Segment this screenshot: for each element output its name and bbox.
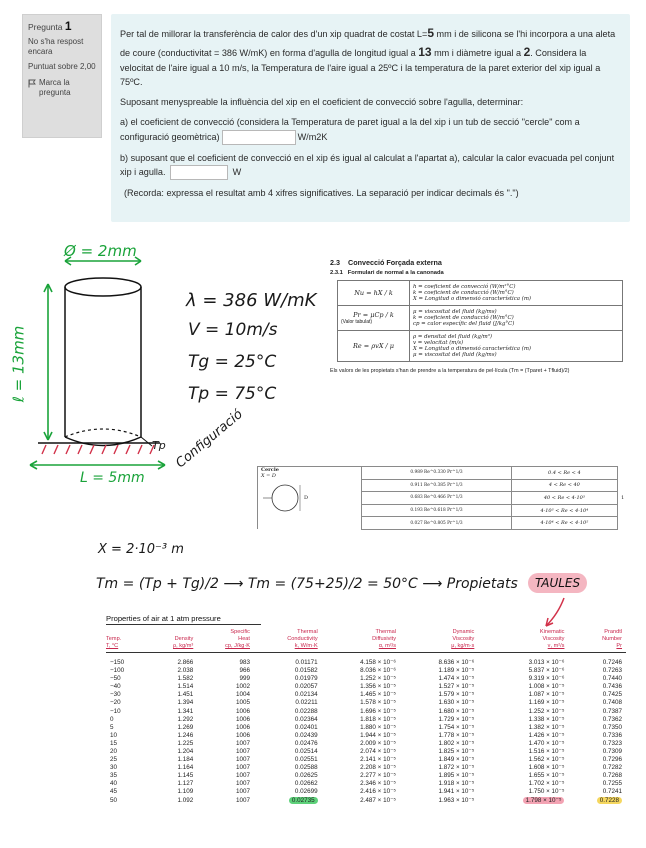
table-cell: −100: [110, 667, 125, 675]
table-row: [106, 699, 626, 707]
note-cell: [618, 517, 629, 530]
formula-reynolds: Re = ρvX / μ: [338, 331, 410, 362]
formula-row: [338, 331, 623, 362]
table-row: [106, 764, 626, 772]
table-cell: 1.474 × 10⁻⁵: [438, 675, 475, 683]
properties-table: [106, 629, 626, 805]
table-cell: 1.825 × 10⁻⁵: [438, 747, 475, 755]
table-cell: 1.394: [177, 699, 194, 707]
table-cell: 0.02057: [294, 683, 318, 691]
table-cell: 1.465 × 10⁻⁵: [360, 691, 397, 699]
table-row: [106, 740, 626, 748]
section-title: Convecció Forçada externa: [348, 258, 442, 267]
table-cell: 1007: [235, 772, 250, 780]
table-cell: 0.7436: [602, 683, 622, 691]
formula-table: [337, 280, 623, 362]
table-cell: 0.02625: [294, 772, 318, 780]
range-cell: 4 < Re < 40: [511, 479, 618, 492]
note-config: Configuració: [173, 406, 246, 472]
table-cell: 0.7282: [602, 764, 622, 772]
table-cell: 35: [110, 772, 118, 780]
table-cell: 1.880 × 10⁻⁵: [360, 723, 397, 731]
subsection-title: Formulari de normal a la canonada: [347, 270, 444, 276]
subsection-heading: [330, 270, 630, 276]
answer-a-input[interactable]: [222, 130, 296, 145]
table-cell: 1.246: [177, 731, 194, 739]
table-cell: 0.02662: [294, 780, 318, 788]
table-cell: 4.158 × 10⁻⁶: [360, 658, 397, 666]
table-cell: 1.169 × 10⁻⁵: [528, 699, 565, 707]
subsection-number: 2.3.1: [330, 270, 343, 276]
table-cell: 30: [110, 764, 118, 772]
table-row: [106, 683, 626, 691]
table-row: [106, 797, 626, 805]
formula-text: Pr = μCp / k: [353, 311, 394, 319]
correlation-cell: 0.193 Re^0.618 Pr^1/3: [362, 504, 511, 517]
highlighted-value: 1.798 × 10⁻⁵: [523, 797, 565, 804]
table-cell: 983: [239, 658, 250, 666]
question-number-value: 1: [64, 19, 72, 33]
table-cell: 1007: [235, 747, 250, 755]
note-tp: Tp = 75°C: [188, 384, 277, 404]
config-d-label: D: [304, 495, 309, 501]
header-line: Viscosity: [542, 635, 565, 642]
table-cell: 1.872 × 10⁻⁵: [438, 764, 475, 772]
table-cell: 15: [110, 739, 118, 747]
note-diameter: Ø = 2mm: [64, 242, 137, 260]
table-cell: 2.277 × 10⁻⁵: [360, 772, 397, 780]
table-cell: −20: [110, 699, 121, 707]
table-cell: 1.941 × 10⁻⁵: [438, 788, 475, 796]
header-line: Specific: [230, 629, 250, 635]
table-cell: 0.7323: [602, 739, 622, 747]
statement-part-2: mm i de silicona se l'hi incorpora a una aleta de coure (conductivitat = 386 W/mK) en forma d'agulla de longitud igual a: [120, 29, 616, 58]
header-line: Kinematic: [539, 629, 565, 635]
table-cell: 1007: [235, 796, 250, 804]
formula-desc: [410, 306, 623, 331]
table-cell: 2.416 × 10⁻⁵: [360, 788, 397, 796]
header-line: Pr: [616, 642, 622, 649]
circle-figure: [261, 481, 358, 515]
table-cell: 45: [110, 788, 118, 796]
table-cell: 0.02401: [294, 723, 318, 731]
column-header: [400, 629, 478, 652]
table-cell: 5.837 × 10⁻⁶: [528, 667, 565, 675]
table-cell: 0.7255: [602, 780, 622, 788]
section-heading: [330, 258, 630, 267]
table-row: [106, 780, 626, 788]
table-cell: 1006: [235, 731, 250, 739]
header-line: Temp.: [106, 635, 122, 642]
table-cell: 1.292: [177, 715, 194, 723]
table-cell: 10: [110, 731, 118, 739]
formula-row: [338, 281, 623, 306]
table-cell: 0.7425: [602, 691, 622, 699]
table-row: [106, 691, 626, 699]
table-cell: 1.470 × 10⁻⁵: [528, 739, 565, 747]
table-cell: 0.01171: [295, 658, 318, 666]
circle-diagram: [261, 481, 301, 515]
table-cell: 966: [239, 667, 250, 675]
table-cell: 1007: [235, 756, 250, 764]
table-cell: 1007: [235, 788, 250, 796]
table-cell: 1.895 × 10⁻⁵: [438, 772, 475, 780]
column-header: [568, 629, 626, 652]
table-cell: 1.269: [177, 723, 194, 731]
table-cell: 0.7296: [602, 756, 622, 764]
column-header: [322, 629, 400, 652]
table-cell: 1.189 × 10⁻⁵: [438, 667, 475, 675]
desc-line: μ = viscositat del fluid (kg/ms): [413, 352, 497, 358]
table-cell: 1.516 × 10⁻⁵: [528, 747, 565, 755]
part-b-text: b) suposant que el coeficient de convecció en el xip és igual al calculat a l'apartat a), calcular la calor evacuada pel conjunt xip i agulla.: [120, 152, 615, 177]
table-cell: 0.7387: [602, 707, 622, 715]
note-cell: [618, 479, 629, 492]
footnote-marker: 1: [621, 494, 625, 501]
desc-line: k = coeficient de conducció (W/m°C): [413, 315, 514, 321]
column-header: [478, 629, 568, 652]
header-line: ν, m²/s: [547, 642, 565, 649]
note-cell: [618, 504, 629, 517]
table-cell: 1.127: [177, 780, 194, 788]
formula-prandtl: [338, 306, 410, 331]
note-taules: TAULES: [528, 573, 587, 593]
table-cell: 0.01979: [294, 675, 318, 683]
table-cell: 1006: [235, 707, 250, 715]
table-cell: 5: [110, 723, 114, 731]
formula-note: (Valor tabulat): [341, 319, 373, 325]
table-cell: 1.109: [177, 788, 194, 796]
table-cell: 1.225: [177, 739, 194, 747]
flag-icon: [28, 79, 36, 88]
table-cell: 1.750 × 10⁻⁵: [528, 788, 565, 796]
correlation-cell: 0.989 Re^0.330 Pr^1/3: [362, 467, 511, 480]
table-cell: 1.849 × 10⁻⁵: [438, 756, 475, 764]
header-line: cp, J/kg·K: [225, 642, 250, 649]
table-cell: 40: [110, 780, 118, 788]
table-cell: 0.02699: [294, 788, 318, 796]
highlighted-value: 0.7228: [597, 797, 622, 804]
table-cell: 0.02476: [294, 739, 318, 747]
desc-line: k = coeficient de conducció (W/m°C): [413, 290, 514, 296]
header-line: k, W/m·K: [294, 642, 318, 649]
table-row: [106, 667, 626, 675]
properties-title: Properties of air at 1 atm pressure: [106, 614, 261, 625]
table-row: [106, 788, 626, 796]
note-velocity: V = 10m/s: [188, 320, 278, 340]
note-width: L = 5mm: [80, 470, 145, 486]
table-cell: 1.778 × 10⁻⁵: [438, 731, 475, 739]
table-cell: 2.038: [177, 667, 194, 675]
table-cell: 0.7246: [602, 658, 622, 666]
chip-side-value: 5: [427, 26, 434, 40]
table-cell: 1.944 × 10⁻⁵: [360, 731, 397, 739]
header-line: Density: [174, 635, 194, 642]
table-cell: 1007: [235, 739, 250, 747]
header-line: α, m²/s: [378, 642, 397, 649]
header-line: Conductivity: [287, 635, 318, 642]
range-cell: 4·10³ < Re < 4·10⁴: [511, 504, 618, 517]
answer-b-unit: W: [232, 166, 242, 177]
table-cell: 1.562 × 10⁻⁵: [528, 756, 565, 764]
table-cell: 2.141 × 10⁻⁵: [360, 756, 397, 764]
note-tg: Tg = 25°C: [188, 352, 277, 372]
correlation-cell: 0.911 Re^0.385 Pr^1/3: [362, 479, 511, 492]
header-line: Viscosity: [452, 635, 475, 642]
question-text: [111, 14, 630, 222]
table-cell: 0.02288: [294, 707, 318, 715]
table-cell: 2.074 × 10⁻⁵: [360, 747, 397, 755]
table-cell: 20: [110, 747, 118, 755]
table-cell: 9.319 × 10⁻⁶: [528, 675, 565, 683]
flag-question-button[interactable]: [28, 78, 96, 99]
table-cell: 1.514: [177, 683, 194, 691]
config-cell: [258, 467, 362, 530]
table-cell: 0.02364: [294, 715, 318, 723]
table-cell: 1004: [235, 691, 250, 699]
table-cell: 1.145: [177, 772, 194, 780]
table-row: [106, 732, 626, 740]
header-line: Prandtl: [604, 629, 622, 635]
table-cell: 1.680 × 10⁻⁵: [438, 707, 475, 715]
table-cell: 0.02551: [294, 756, 318, 764]
table-cell: 1.252 × 10⁻⁵: [360, 675, 397, 683]
table-cell: 2.346 × 10⁻⁵: [360, 780, 397, 788]
note-tm: Tm = (Tp + Tg)/2 ⟶ Tm = (75+25)/2 = 50°C ⟶ Propietats: [96, 576, 518, 592]
desc-line: μ = viscositat del fluid (kg/ms): [413, 309, 497, 315]
table-cell: 1.382 × 10⁻⁵: [528, 723, 565, 731]
properties-body: [106, 652, 626, 804]
correlation-row: [258, 467, 629, 480]
desc-line: v = velocitat (m/s): [413, 340, 464, 346]
header-line: ρ, kg/m³: [172, 642, 194, 649]
note-tp-label: Tp: [152, 439, 166, 452]
table-cell: −10: [110, 707, 121, 715]
answer-b-input[interactable]: [170, 165, 228, 180]
table-cell: 8.036 × 10⁻⁶: [360, 667, 397, 675]
question-points: Puntuat sobre 2,00: [28, 62, 96, 72]
question-info: [22, 14, 102, 138]
table-cell: 1.729 × 10⁻⁵: [438, 715, 475, 723]
table-cell: 1.356 × 10⁻⁵: [360, 683, 397, 691]
desc-line: X = Longitud o dimensió característica (m): [413, 296, 532, 302]
header-line: T, °C: [106, 642, 119, 649]
table-cell: −150: [110, 658, 125, 666]
table-cell: 1007: [235, 780, 250, 788]
table-cell: 0.02134: [294, 691, 318, 699]
statement-part-1: Per tal de millorar la transferència de calor des d'un xip quadrat de costat L=: [120, 29, 428, 39]
range-cell: 40 < Re < 4·10³: [511, 492, 618, 505]
table-cell: 0: [110, 715, 114, 723]
theory-section: [330, 258, 630, 374]
formula-row: [338, 306, 623, 331]
range-cell: 0.4 < Re < 4: [511, 467, 618, 480]
table-row: [106, 708, 626, 716]
question-part-a: [120, 115, 621, 144]
table-row: [106, 756, 626, 764]
table-row: [106, 724, 626, 732]
table-cell: 1.608 × 10⁻⁵: [528, 764, 565, 772]
table-cell: 1.655 × 10⁻⁵: [528, 772, 565, 780]
table-cell: 0.02439: [294, 731, 318, 739]
config-x-eq: X = D: [261, 473, 276, 479]
note-lambda: λ = 386 W/mK: [186, 290, 317, 311]
needle-length-value: 13: [418, 44, 432, 59]
header-line: Dynamic: [452, 629, 475, 635]
table-cell: 1007: [235, 764, 250, 772]
table-cell: 1.918 × 10⁻⁵: [438, 780, 475, 788]
table-cell: 25: [110, 756, 118, 764]
table-cell: 2.009 × 10⁻⁵: [360, 739, 397, 747]
header-line: Diffusivity: [372, 635, 397, 642]
formula-desc: [410, 281, 623, 306]
table-cell: [254, 797, 322, 805]
table-cell: 1.451: [177, 691, 194, 699]
section-number: 2.3: [330, 258, 340, 267]
table-cell: −50: [110, 675, 121, 683]
table-cell: 1.252 × 10⁻⁵: [528, 707, 565, 715]
table-cell: 1.341: [177, 707, 194, 715]
table-cell: 1.630 × 10⁻⁵: [438, 699, 475, 707]
table-row: [106, 652, 626, 667]
table-cell: 0.7309: [602, 747, 622, 755]
table-cell: 1.338 × 10⁻⁵: [528, 715, 565, 723]
table-cell: 1.802 × 10⁻⁵: [438, 739, 475, 747]
table-cell: 1.696 × 10⁻⁵: [360, 707, 397, 715]
config-label: Cercle: [261, 467, 279, 473]
table-cell: 1.582: [177, 675, 194, 683]
table-row: [106, 716, 626, 724]
table-cell: 1.527 × 10⁻⁵: [438, 683, 475, 691]
question-statement: [120, 24, 621, 89]
correlation-table: [257, 466, 629, 530]
desc-line: ρ = densitat del fluid (kg/m³): [413, 334, 493, 340]
note-length: ℓ = 13mm: [9, 325, 28, 403]
table-cell: 0.7241: [602, 788, 622, 796]
header-line: Number: [602, 635, 622, 642]
question-label: Pregunta: [28, 22, 63, 32]
header-line: μ, kg/m·s: [451, 642, 475, 649]
table-row: [106, 748, 626, 756]
desc-line: X = Longitud o dimensió característica (m): [413, 346, 532, 352]
highlighted-value: 0.02735: [289, 797, 318, 804]
table-cell: 0.7336: [602, 731, 622, 739]
header-row: [106, 629, 626, 652]
desc-line: h = coeficient de convecció (W/m²°C): [413, 284, 516, 290]
needle-diameter-value: 2: [523, 44, 531, 59]
correlation-cell: 0.027 Re^0.805 Pr^1/3: [362, 517, 511, 530]
table-cell: −40: [110, 683, 121, 691]
correlation-cell: 0.683 Re^0.466 Pr^1/3: [362, 492, 511, 505]
table-cell: 1.008 × 10⁻⁵: [528, 683, 565, 691]
table-cell: 0.02588: [294, 764, 318, 772]
header-line: Thermal: [375, 629, 397, 635]
header-line: Heat: [238, 635, 250, 642]
column-header: [150, 629, 198, 652]
table-cell: [478, 797, 568, 805]
table-cell: 2.866: [177, 658, 194, 666]
table-cell: 1.204: [177, 747, 194, 755]
table-cell: 1006: [235, 723, 250, 731]
question-reminder: (Recorda: expressa el resultat amb 4 xifres significatives. La separació per indicar decimals és "."): [124, 187, 519, 198]
table-cell: 0.7350: [602, 723, 622, 731]
question-assumption: Suposant menyspreable la influència del xip en el coeficient de convecció sobre l'agulla, determinar:: [120, 97, 524, 108]
table-cell: 50: [110, 796, 118, 804]
table-cell: 1.963 × 10⁻⁵: [438, 796, 475, 804]
table-row: [106, 772, 626, 780]
header-line: Thermal: [297, 629, 318, 635]
table-cell: 1.087 × 10⁻⁵: [528, 691, 565, 699]
formula-desc: [410, 331, 623, 362]
table-cell: 1005: [235, 699, 250, 707]
table-cell: −30: [110, 691, 121, 699]
range-cell: 4·10⁴ < Re < 4·10⁵: [511, 517, 618, 530]
table-cell: 1002: [235, 683, 250, 691]
table-cell: 2.208 × 10⁻⁵: [360, 764, 397, 772]
column-header: [254, 629, 322, 652]
table-cell: 0.02514: [294, 747, 318, 755]
statement-part-4: . Considera la velocitat de l'aire igual a 10 m/s, la Temperatura de l'aire igual a 25ºC i la temperatura de la paret exterior del xip igual a 75ºC.: [120, 47, 601, 88]
table-cell: 1.092: [177, 796, 194, 804]
table-cell: 1.184: [177, 756, 194, 764]
question-part-b: [120, 151, 621, 180]
table-cell: 2.487 × 10⁻⁵: [360, 796, 397, 804]
note-cell: [618, 467, 629, 480]
table-cell: 0.7362: [602, 715, 622, 723]
table-cell: 8.636 × 10⁻⁶: [438, 658, 475, 666]
table-row: [106, 675, 626, 683]
table-cell: 1.702 × 10⁻⁵: [528, 780, 565, 788]
question-number: [28, 19, 96, 35]
table-cell: 0.7408: [602, 699, 622, 707]
table-cell: 1.426 × 10⁻⁵: [528, 731, 565, 739]
column-header: [106, 629, 150, 652]
table-cell: 1.579 × 10⁻⁵: [438, 691, 475, 699]
air-properties: [106, 608, 634, 805]
config-table: [257, 466, 629, 530]
statement-part-3: mm i diàmetre igual a: [431, 47, 524, 58]
table-cell: 0.02211: [295, 699, 318, 707]
formula-nusselt: Nu = hX / k: [338, 281, 410, 306]
answer-a-unit: W/m2K: [297, 131, 328, 142]
table-cell: 1.754 × 10⁻⁵: [438, 723, 475, 731]
table-cell: 1006: [235, 715, 250, 723]
column-header: [197, 629, 254, 652]
table-cell: 0.7263: [602, 667, 622, 675]
table-cell: 1.818 × 10⁻⁵: [360, 715, 397, 723]
theory-footnote: Els valors de les propietats s'han de prendre a la temperatura de pel·lícula (Tm = (Tparet + Tfluid)/2): [330, 368, 570, 374]
table-cell: 0.01582: [294, 667, 318, 675]
table-cell: 1.164: [177, 764, 194, 772]
table-cell: 999: [239, 675, 250, 683]
note-x: X = 2·10⁻³ m: [98, 542, 184, 557]
question-status: No s'ha respost encara: [28, 36, 84, 56]
desc-line: cp = calor específic del fluid (J/kg°C): [413, 321, 515, 327]
table-cell: 1.578 × 10⁻⁵: [360, 699, 397, 707]
table-cell: 3.013 × 10⁻⁶: [528, 658, 565, 666]
table-cell: [568, 797, 626, 805]
table-cell: 0.7268: [602, 772, 622, 780]
flag-label: Marca la pregunta: [39, 77, 71, 98]
part-a-text: a) el coeficient de convecció (considera la Temperatura de paret igual a la del xip i un tub de secció "cercle" com a configuració geomètrica): [120, 117, 580, 142]
table-cell: 0.7440: [602, 675, 622, 683]
